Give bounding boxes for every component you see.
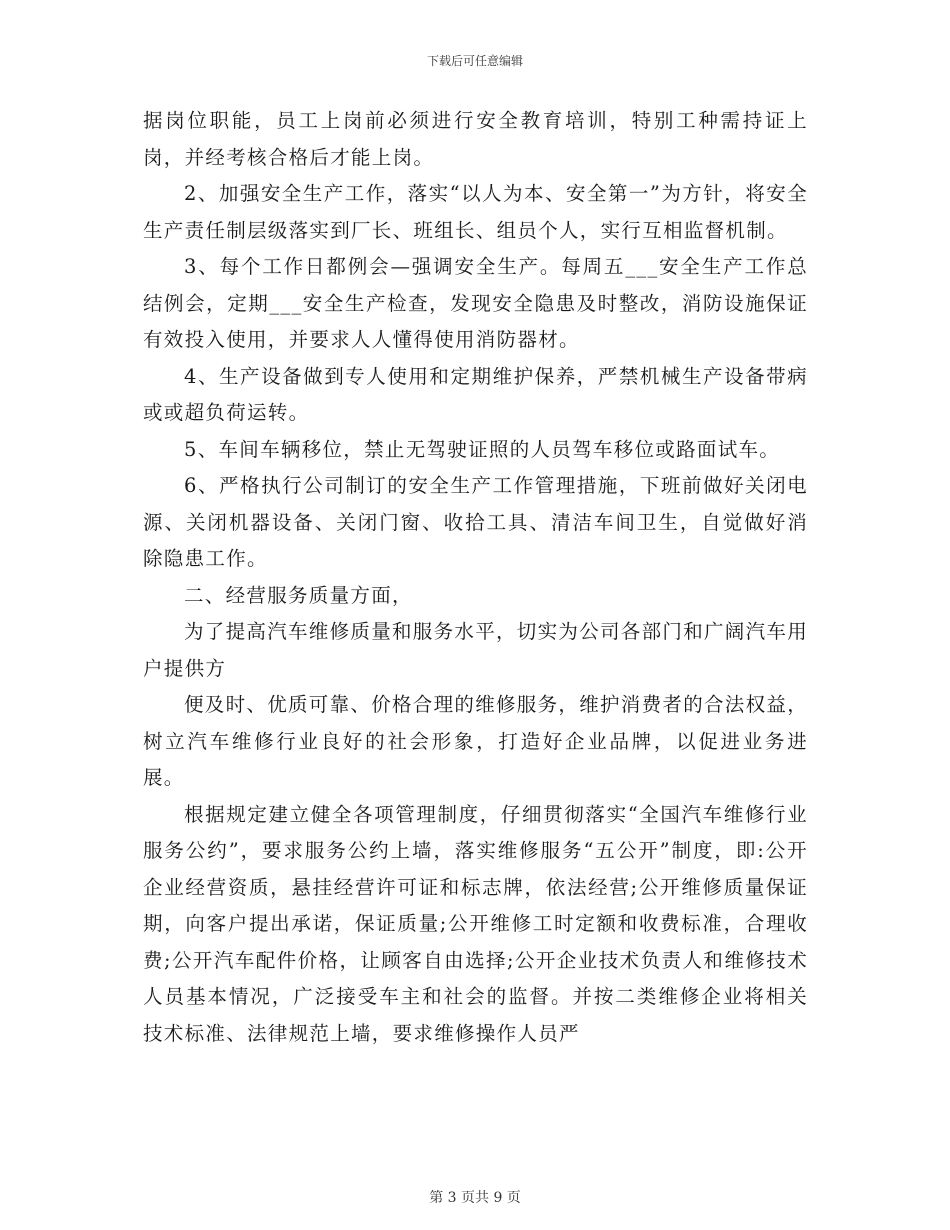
paragraph: 6、严格执行公司制订的安全生产工作管理措施，下班前做好关闭电源、关闭机器设备、关闭门窗、收拾工具、清洁车间卫生，自觉做好消除隐患工作。	[143, 474, 808, 570]
page-header: 下载后可任意编辑	[426, 54, 523, 68]
paragraph: 2、加强安全生产工作，落实“以人为本、安全第一”为方针，将安全生产责任制层级落实到厂长、班组长、组员个人，实行互相监督机制。	[143, 182, 808, 242]
page-footer: 第 3 页共 9 页	[429, 1190, 521, 1206]
paragraph: 5、车间车辆移位，禁止无驾驶证照的人员驾车移位或路面试车。	[184, 437, 781, 461]
paragraph: 为了提高汽车维修质量和服务水平，切实为公司各部门和广阔汽车用户提供方	[143, 620, 809, 680]
section-heading: 二、经营服务质量方面，	[184, 583, 413, 607]
paragraph: 根据规定建立健全各项管理制度，仔细贯彻落实“全国汽车维修行业服务公约”，要求服务公约上墙，落实维修服务“五公开”制度，即:公开企业经营资质，悬挂经营许可证和标志牌，依法经营;公开维修质量保证期，向客户提出承诺，保证质量;公开维修工时定额和收费标准，合理收费;公开汽车配件价格，让顾客自由选择;公开企业技术负责人和维修技术人员基本情况，广泛接受车主和社会的监督。并按二类维修企业将相关技术标准、法律规范上墙，要求维修操作人员严	[143, 802, 808, 1045]
paragraph: 据岗位职能，员工上岗前必须进行安全教育培训，特别工种需持证上岗，并经考核合格后才能上岗。	[143, 109, 808, 169]
paragraph: 便及时、优质可靠、价格合理的维修服务，维护消费者的合法权益，树立汽车维修行业良好的社会形象，打造好企业品牌，以促进业务进展。	[143, 693, 809, 789]
document-body	[143, 103, 808, 1052]
paragraph: 4、生产设备做到专人使用和定期维护保养，严禁机械生产设备带病或或超负荷运转。	[143, 364, 808, 424]
paragraph: 3、每个工作日都例会—强调安全生产。每周五___安全生产工作总结例会，定期___安全生产检查，发现安全隐患及时整改，消防设施保证有效投入使用，并要求人人懂得使用消防器材。	[143, 255, 808, 351]
